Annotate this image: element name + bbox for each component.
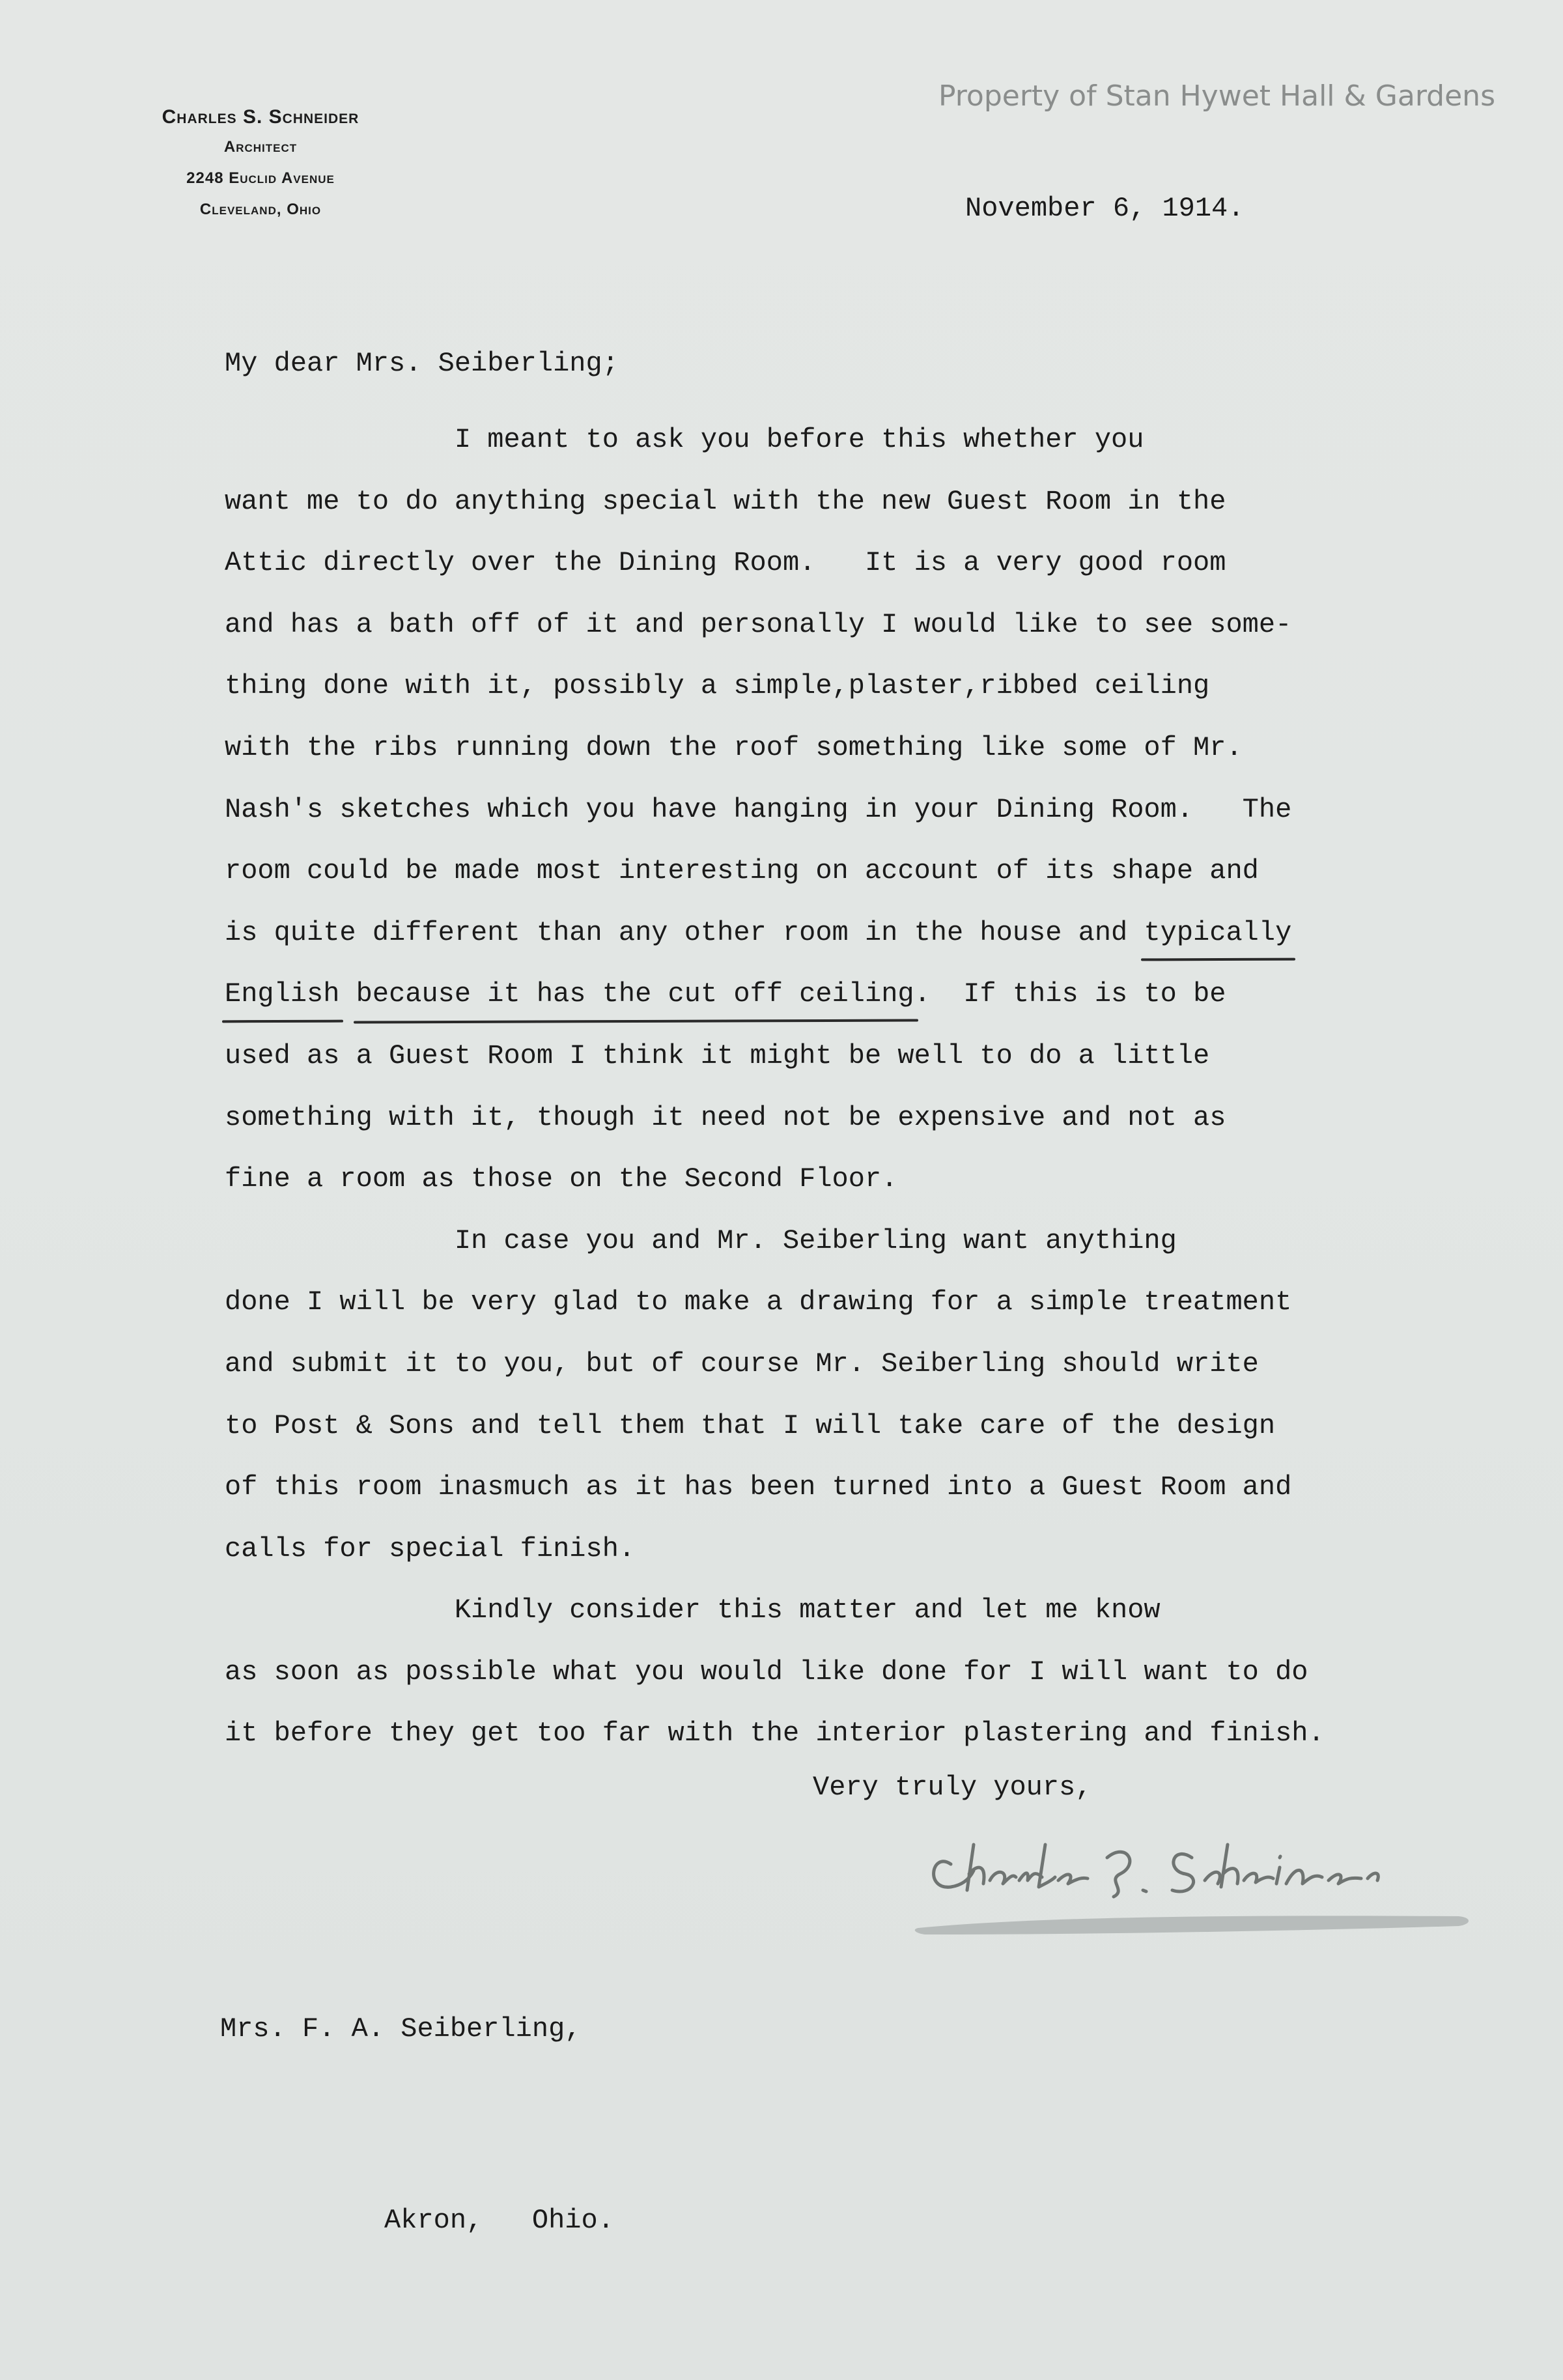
salutation: My dear Mrs. Seiberling; xyxy=(225,348,619,379)
letter-body xyxy=(225,409,1325,1764)
body-text xyxy=(339,978,356,1010)
body-line: and submit it to you, but of course Mr. Seiberling should write xyxy=(225,1348,1259,1380)
body-line: used as a Guest Room I think it might be well to do a little xyxy=(225,1040,1210,1071)
body-line: with the ribs running down the roof something like some of Mr. xyxy=(225,731,1243,763)
body-line: done I will be very glad to make a drawing for a simple treatment xyxy=(225,1286,1292,1318)
letter-date: November 6, 1914. xyxy=(965,193,1245,224)
body-line: Kindly consider this matter and let me know xyxy=(225,1594,1161,1626)
body-text: . If this is to be xyxy=(914,978,1226,1010)
underlined-text: English xyxy=(225,963,339,1025)
body-line: calls for special finish. xyxy=(225,1533,636,1565)
body-line xyxy=(225,902,1325,964)
closing: Very truly yours, xyxy=(813,1772,1092,1803)
body-line: In case you and Mr. Seiberling want anything xyxy=(225,1225,1177,1256)
body-line: I meant to ask you before this whether you xyxy=(225,424,1144,455)
body-text: is quite different than any other room in the house and xyxy=(225,916,1144,948)
body-line: and has a bath off of it and personally I would like to see some- xyxy=(225,608,1292,640)
body-line: something with it, though it need not be expensive and not as xyxy=(225,1101,1226,1133)
handwritten-signature xyxy=(912,1819,1485,1949)
addressee-block xyxy=(220,1869,614,2380)
underlined-text: because it has the cut off ceiling xyxy=(356,963,914,1025)
addressee-name: Mrs. F. A. Seiberling, xyxy=(220,2013,582,2045)
ownership-watermark: Property of Stan Hywet Hall & Gardens xyxy=(938,79,1495,113)
addressee-city: Akron, Ohio. xyxy=(220,2205,614,2236)
body-line: to Post & Sons and tell them that I will take care of the design xyxy=(225,1410,1276,1441)
body-line: room could be made most interesting on account of its shape and xyxy=(225,855,1259,887)
underlined-text: typically xyxy=(1144,902,1291,964)
letterhead-city: Cleveland, Ohio xyxy=(199,201,322,218)
body-line: Attic directly over the Dining Room. It is a very good room xyxy=(225,547,1226,579)
body-line: fine a room as those on the Second Floor. xyxy=(225,1163,898,1195)
body-line: of this room inasmuch as it has been turned into a Guest Room and xyxy=(225,1471,1292,1503)
letterhead-name: Charles S. Schneider xyxy=(162,106,359,128)
body-line xyxy=(225,963,1325,1025)
letterhead-street: 2248 Euclid Avenue xyxy=(186,169,335,187)
body-line: as soon as possible what you would like done for I will want to do xyxy=(225,1656,1308,1688)
body-line: Nash's sketches which you have hanging in your Dining Room. The xyxy=(225,793,1292,825)
letterhead xyxy=(98,103,423,225)
letterhead-title: Architect xyxy=(223,138,298,156)
body-line: it before they get too far with the interior plastering and finish. xyxy=(225,1718,1325,1750)
body-line: want me to do anything special with the new Guest Room in the xyxy=(225,485,1226,517)
body-line: thing done with it, possibly a simple,plaster,ribbed ceiling xyxy=(225,670,1210,702)
